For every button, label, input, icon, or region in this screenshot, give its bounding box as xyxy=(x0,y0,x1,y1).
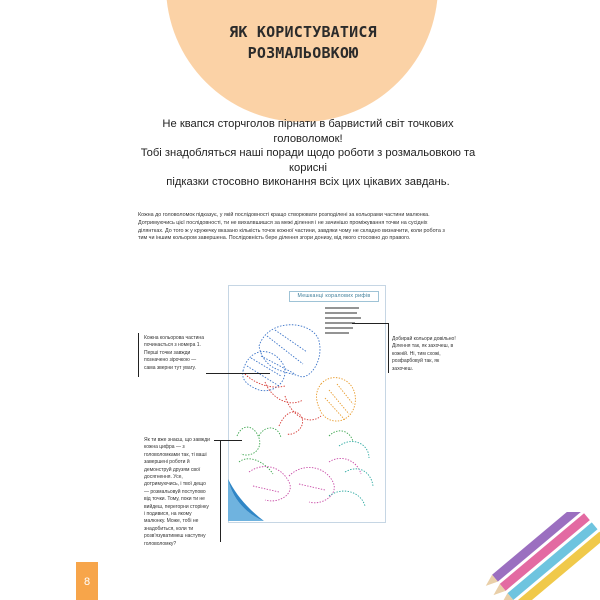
legend-lines xyxy=(325,308,361,333)
callout-choose-colors: Добирай кольори довільно! Ділення так, як захочеш, в кожній. Ні, тим схожі, розфарбовуй так, як захочеш. xyxy=(392,336,456,372)
sheet-title: Мешканці коралових рифів xyxy=(289,291,379,302)
leader-left-2-horizontal xyxy=(214,440,242,441)
page-number: 8 xyxy=(83,576,91,588)
intro-line-2: Тобі знадобляться наші поради щодо роботи з розмальовкою та корисні xyxy=(140,147,476,174)
leader-right-horizontal xyxy=(352,323,388,324)
page-curl-corner xyxy=(228,479,268,525)
page-title xyxy=(180,22,426,64)
coral-teal xyxy=(329,442,373,506)
title-line-1: ЯК КОРИСТУВАТИСЯ xyxy=(229,23,377,41)
intro-line-1: Не квапся сторчголов пірнати в барвистий світ точкових головоломок! xyxy=(162,118,454,145)
leader-right-vertical xyxy=(388,323,389,373)
fish-outline-red xyxy=(245,374,321,434)
callout-first-dots: Кожна кольорова частина починається з номера 1. Перші точки завжди позначено зірочкою — сама зверни тут увагу. xyxy=(144,335,204,371)
leader-left-2-vertical xyxy=(220,440,221,542)
page-number-tab xyxy=(76,562,98,600)
callout-finished-work: Як ти вже знаєш, що завжди кожна цифра — з головоломками так, ті ваші завершені роботи й демонструй друзям свої досягнення. Усе, дотримуючись, і твої дещо — розмальовуй поступово від точки. Тому, поки ти не вийдеш, перегорни сторінку і подивися, на якому малюнку. Може, тобі не знадобиться, коли ти розв'язуватимеш наступну головоломку? xyxy=(144,437,210,547)
intro-text xyxy=(138,117,478,190)
instructions-paragraph: Кожна до головоломок підказує, у якій послідовності кращо створювати розподілені за кольорами частини малюнка. Дотримуючись цієї послідовності, ти не вихалвшишся за межі ділення і не зачинішо проміжування точки на сусідніх ділянтках. До того ж у кружечку вказано кількість точок кожної частини, завдяки чому не складно визначити, коли робота з тим чи іншим кольором завершена. Послідовність бере ділення згори донизу, від якого стосовно до правого. xyxy=(138,212,445,242)
colored-pencils-decoration xyxy=(462,512,600,600)
coral-green xyxy=(237,427,353,474)
title-line-2: РОЗМАЛЬОВКОЮ xyxy=(247,44,359,62)
leader-left-1-horizontal xyxy=(206,373,270,374)
intro-line-3: підказки стосовно виконання всіх цих цікавих завдань. xyxy=(166,176,450,188)
fish-outline-orange xyxy=(317,378,356,421)
leader-left-1-vertical xyxy=(138,333,139,377)
